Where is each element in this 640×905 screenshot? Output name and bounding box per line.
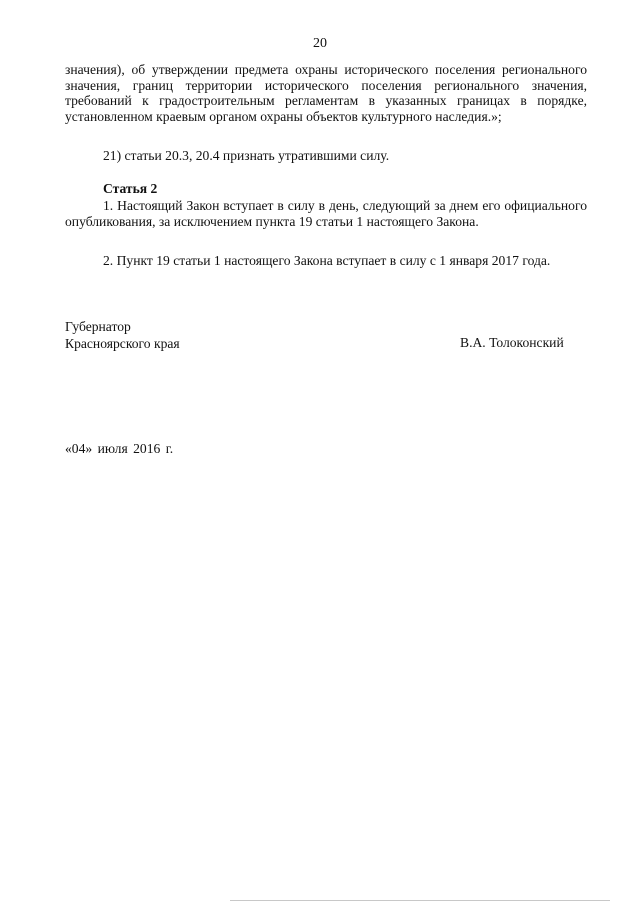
signature-position [65,318,180,352]
continuation-paragraph: значения), об утверждении предмета охраны исторического поселения регионального значения, границ территории исторического поселения регионального значения, требований к градостроительным регламентам в указанных границах в порядке, установленном краевым органом охраны объектов культурного наследия.»; [65,62,587,124]
list-item-21: 21) статьи 20.3, 20.4 признать утратившими силу. [103,148,390,163]
article-2-heading: Статья 2 [103,181,158,196]
signature-position-title: Губернатор [65,319,131,334]
signature-name: В.А. Толоконский [460,335,564,350]
signature-position-region: Красноярского края [65,336,180,351]
article-2-paragraph-1: 1. Настоящий Закон вступает в силу в день, следующий за днем его официального опубликования, за исключением пункта 19 статьи 1 настоящего Закона. [65,198,587,229]
article-2-paragraph-2: 2. Пункт 19 статьи 1 настоящего Закона вступает в силу с 1 января 2017 года. [103,253,551,268]
page-number: 20 [313,36,327,51]
bottom-divider [230,900,610,901]
document-date: «04» июля 2016 г. [65,441,174,456]
